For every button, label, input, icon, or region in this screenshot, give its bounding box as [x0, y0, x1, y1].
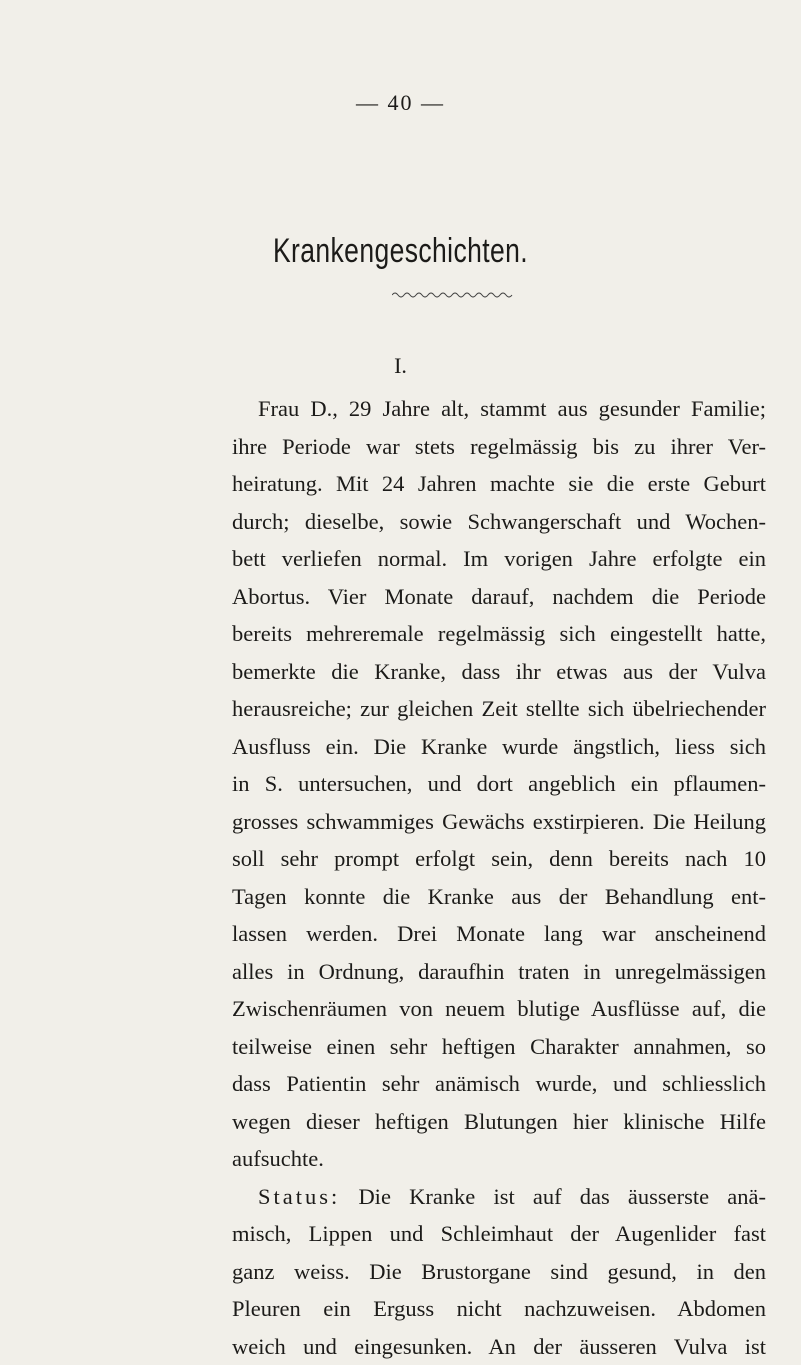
case-number: I. [0, 353, 801, 379]
text-line: wegen dieser heftigen Blutungen hier klinische Hilfe [232, 1103, 766, 1141]
text-line: Frau D., 29 Jahre alt, stammt aus gesunder Familie; [232, 390, 766, 428]
text-line: bett verliefen normal. Im vorigen Jahre erfolgte ein [232, 540, 766, 578]
text-line: alles in Ordnung, daraufhin traten in unregelmässigen [232, 953, 766, 991]
text-line: durch; dieselbe, sowie Schwangerschaft und Wochen- [232, 503, 766, 541]
text-line: Tagen konnte die Kranke aus der Behandlung ent- [232, 878, 766, 916]
text-line: Zwischenräumen von neuem blutige Ausflüsse auf, die [232, 990, 766, 1028]
page-number: — 40 — [0, 90, 801, 116]
text-line: ganz weiss. Die Brustorgane sind gesund, in den [232, 1253, 766, 1291]
text-line: bereits mehreremale regelmässig sich eingestellt hatte, [232, 615, 766, 653]
ornament-divider [392, 290, 517, 300]
section-title: Krankengeschichten. [88, 232, 713, 271]
status-text: Die Kranke ist auf das äusserste anä- [358, 1184, 766, 1209]
text-line: Ausfluss ein. Die Kranke wurde ängstlich, liess sich [232, 728, 766, 766]
text-line: herausreiche; zur gleichen Zeit stellte sich übelriechender [232, 690, 766, 728]
text-line: Abortus. Vier Monate darauf, nachdem die Periode [232, 578, 766, 616]
status-label: Status: [258, 1184, 340, 1209]
text-line: ihre Periode war stets regelmässig bis zu ihrer Ver- [232, 428, 766, 466]
case-text [232, 390, 766, 1365]
text-line: lassen werden. Drei Monate lang war anscheinend [232, 915, 766, 953]
text-line: weich und eingesunken. An der äusseren Vulva ist [232, 1328, 766, 1365]
text-line: grosses schwammiges Gewächs exstirpieren. Die Heilung [232, 803, 766, 841]
text-line: heiratung. Mit 24 Jahren machte sie die erste Geburt [232, 465, 766, 503]
text-line: soll sehr prompt erfolgt sein, denn bereits nach 10 [232, 840, 766, 878]
text-line: teilweise einen sehr heftigen Charakter annahmen, so [232, 1028, 766, 1066]
text-line: Pleuren ein Erguss nicht nachzuweisen. Abdomen [232, 1290, 766, 1328]
text-line: bemerkte die Kranke, dass ihr etwas aus der Vulva [232, 653, 766, 691]
status-line [232, 1178, 766, 1216]
text-line: misch, Lippen und Schleimhaut der Augenlider fast [232, 1215, 766, 1253]
text-line: aufsuchte. [232, 1140, 766, 1178]
text-line: in S. untersuchen, und dort angeblich ein pflaumen- [232, 765, 766, 803]
text-line: dass Patientin sehr anämisch wurde, und schliesslich [232, 1065, 766, 1103]
